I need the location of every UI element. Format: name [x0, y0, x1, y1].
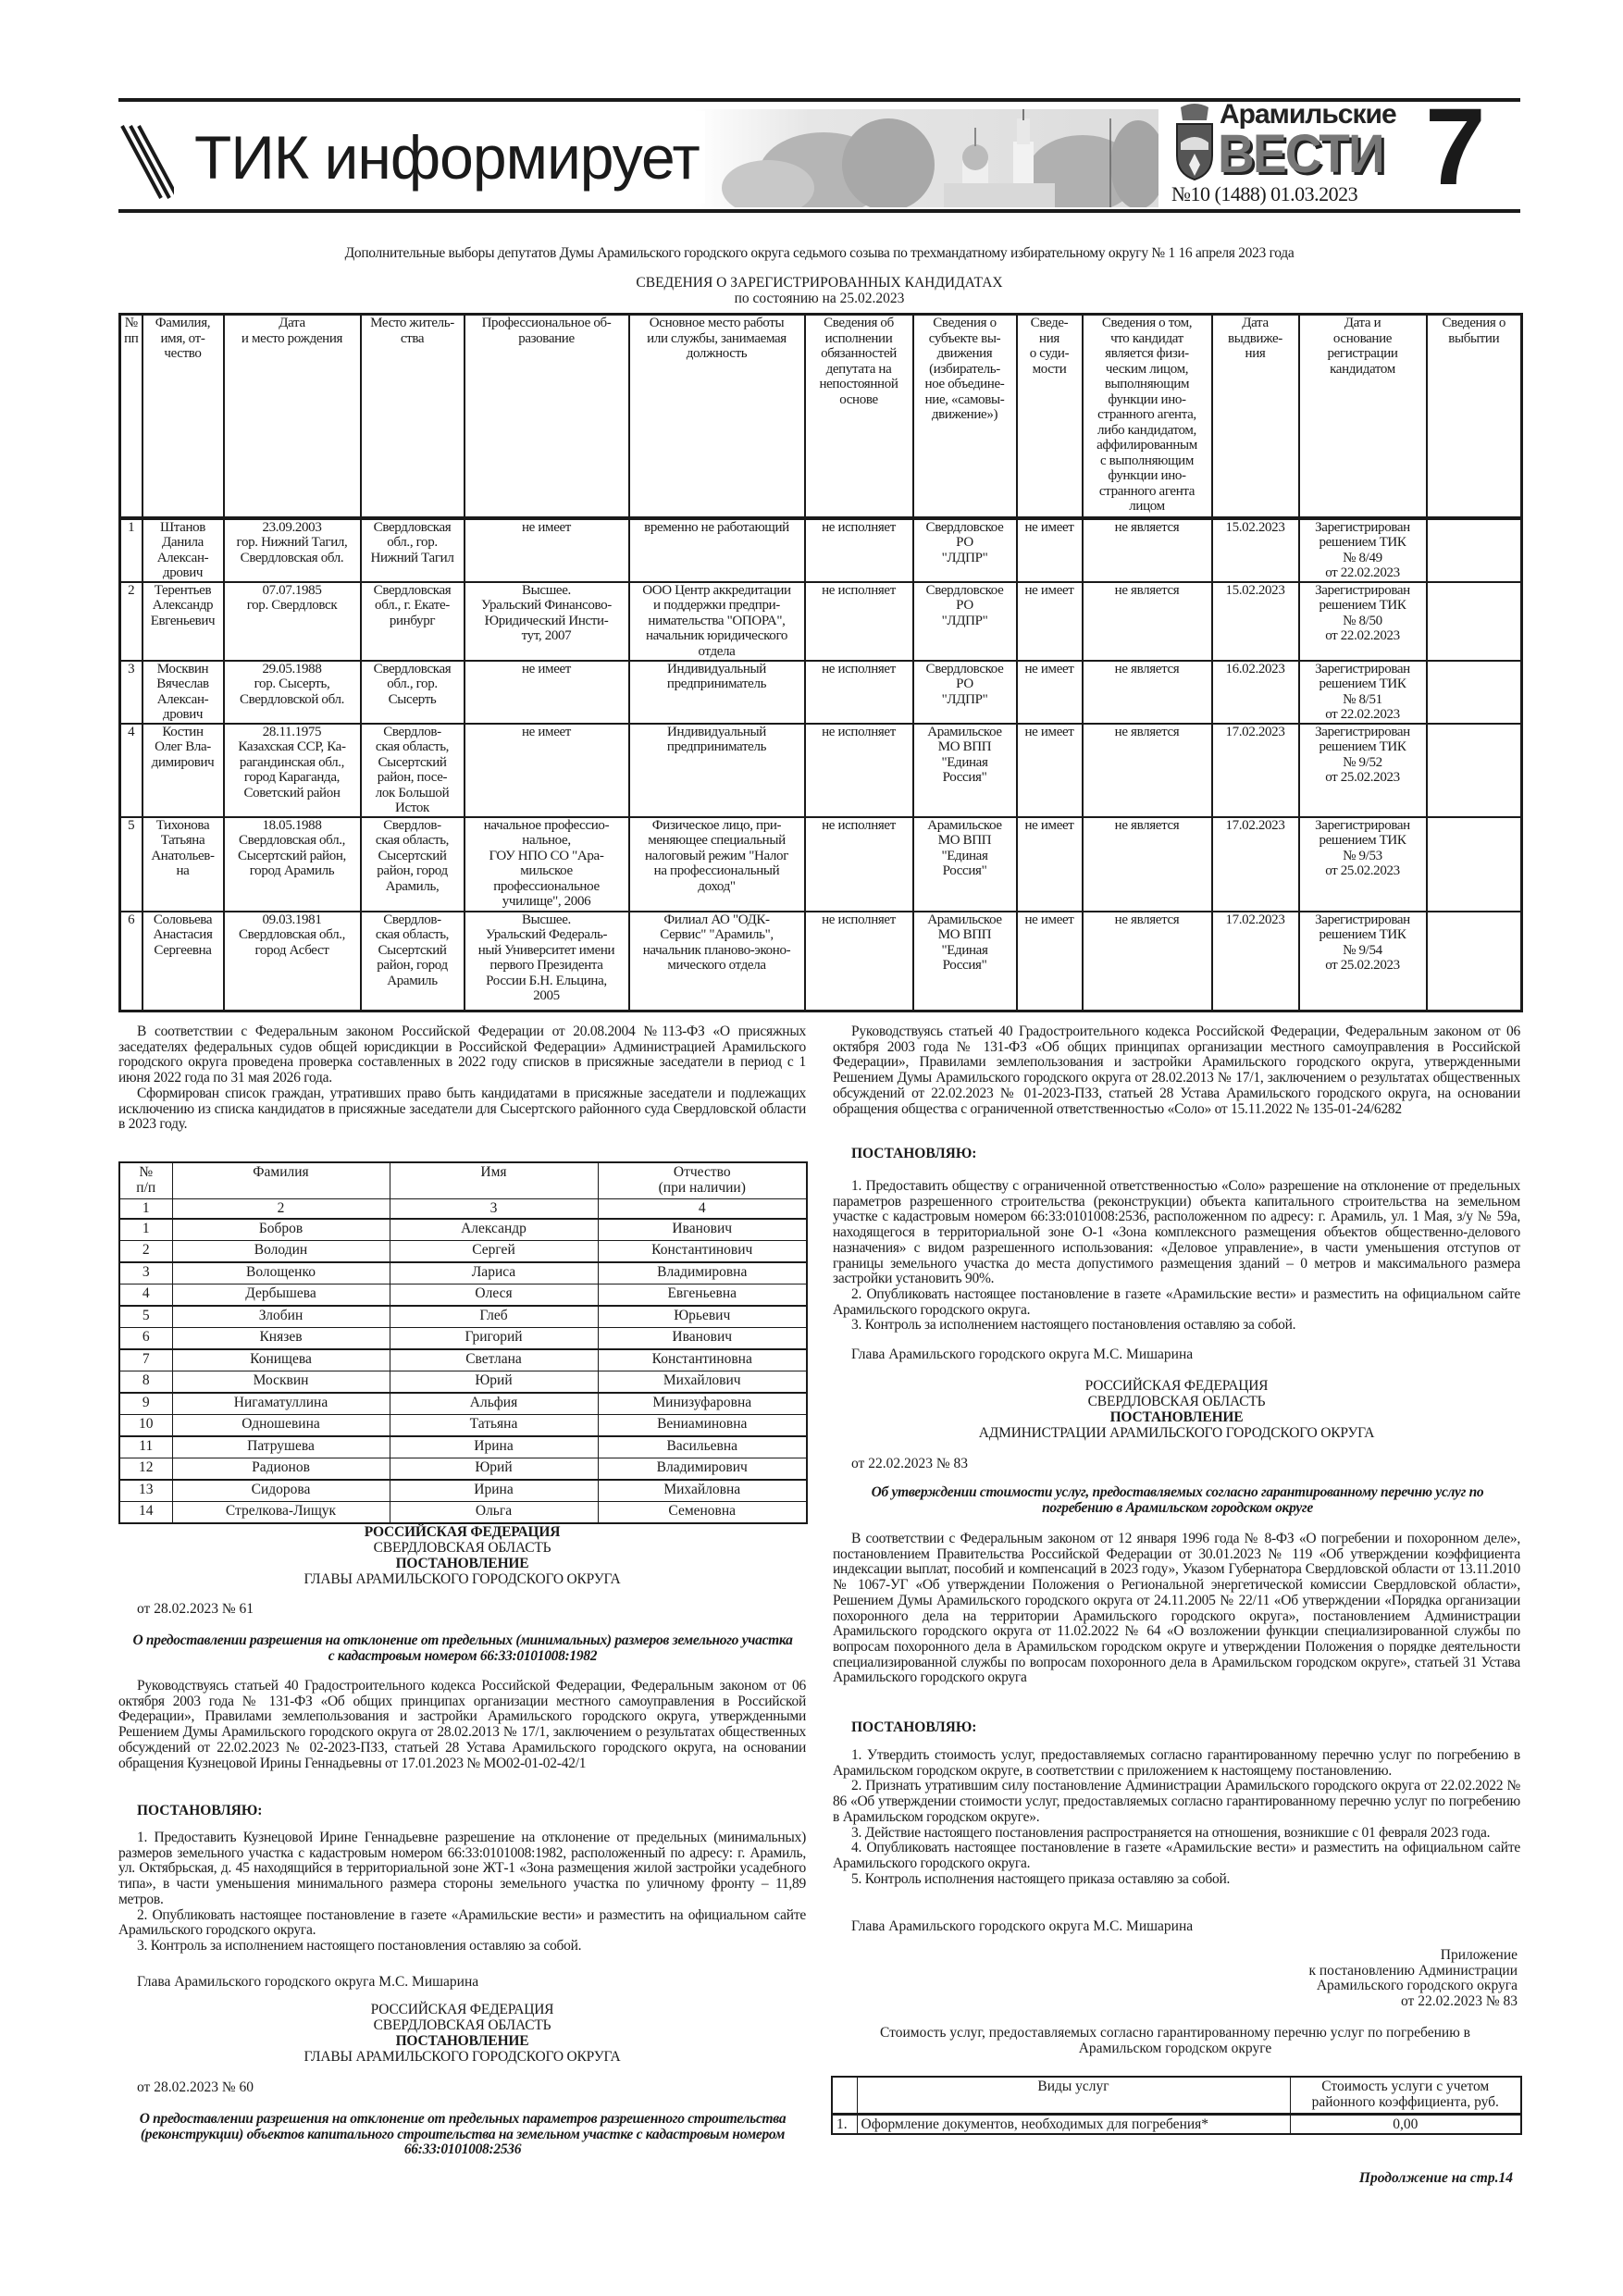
- candidate-row: [120, 724, 1522, 817]
- decree61-header: [118, 1524, 806, 1587]
- decree-item: 2. Признать утратившим силу постановление Администрации Арамильского городского округа от 22.02.2022 № 86 «Об утверждении стоимости услуг, предоставляемых согласно гарантированному перечню услуг по погребению в Арамильском городском округе».: [833, 1778, 1520, 1825]
- candidate-cell: не исполняет: [805, 518, 913, 582]
- candidate-cell: не является: [1083, 912, 1212, 1011]
- juror-row: [119, 1371, 807, 1394]
- candidate-cell: 4: [120, 724, 142, 817]
- candidate-cell: 15.02.2023: [1212, 518, 1299, 582]
- candidate-cell: 6: [120, 912, 142, 1011]
- candidate-cell: Арамильское МО ВПП "Единая Россия": [913, 724, 1017, 817]
- candidate-cell: Свердловское РО "ЛДПР": [913, 661, 1017, 724]
- decree60-date: от 28.02.2023 № 60: [137, 2079, 254, 2095]
- juror-cell: 1: [119, 1219, 172, 1241]
- juror-cell: Альфия: [390, 1393, 598, 1415]
- juror-row: [119, 1349, 807, 1371]
- juror-cell: Юрий: [390, 1458, 598, 1481]
- candidate-cell: ООО Центр аккредитации и поддержки предпри- нимательства "ОПОРА", начальник юридического отдела: [629, 582, 805, 661]
- appendix-line: от 22.02.2023 № 83: [1401, 1993, 1518, 2010]
- decree60-signature: Глава Арамильского городского округа М.С. Мишарина: [851, 1347, 1194, 1362]
- issue-number: №10 (1488) 01.03.2023: [1171, 182, 1358, 205]
- decree83-resolve: ПОСТАНОВЛЯЮ:: [851, 1719, 977, 1735]
- candidate-cell: не исполняет: [805, 724, 913, 817]
- paragraph: Сформирован список граждан, утративших право быть кандидатами в присяжные заседатели и подлежащих исключению из списка кандидатов в присяжные заседатели для Сысертского районного суда Свердловской области в 2023 году.: [118, 1085, 806, 1133]
- candidate-cell: не исполняет: [805, 661, 913, 724]
- table-row: [832, 2115, 1521, 2134]
- service-cost: 0,00: [1290, 2115, 1521, 2134]
- header-country: РОССИЙСКАЯ ФЕДЕРАЦИЯ: [370, 2002, 554, 2017]
- juror-cell: Владимирович: [598, 1458, 807, 1481]
- juror-row: [119, 1458, 807, 1481]
- candidate-cell: 3: [120, 661, 142, 724]
- juror-cell: Бобров: [172, 1219, 390, 1241]
- juror-cell: Радионов: [172, 1458, 390, 1481]
- appendix-line: Арамильского городского округа: [1316, 1978, 1518, 1994]
- candidate-cell: 17.02.2023: [1212, 724, 1299, 817]
- candidate-cell: Индивидуальный предприниматель: [629, 661, 805, 724]
- candidate-cell: начальное профессио- нальное, ГОУ НПО СО "Ара- мильское профессиональное училище", 2006: [465, 817, 629, 912]
- juror-row: [119, 1436, 807, 1458]
- candidate-cell: не является: [1083, 817, 1212, 912]
- juror-cell: 9: [119, 1393, 172, 1415]
- candidate-cell: 5: [120, 817, 142, 912]
- header-country: РОССИЙСКАЯ ФЕДЕРАЦИЯ: [364, 1524, 561, 1540]
- candidate-cell: не является: [1083, 661, 1212, 724]
- services-col-cost: Стоимость услуги с учетом районного коэффициента, руб.: [1290, 2077, 1521, 2115]
- column-header: Сведения об исполнении обязанностей депутата на непостоянной основе: [805, 315, 913, 518]
- column-number: 1: [119, 1198, 172, 1219]
- juror-cell: Михайловна: [598, 1480, 807, 1502]
- juror-cell: Володин: [172, 1241, 390, 1263]
- candidate-cell: Свердловская обл., гор. Сысерть: [361, 661, 465, 724]
- decree83-title: Об утверждении стоимости услуг, предоставляемых согласно гарантированному перечню услуг по погребению в Арамильском городском округе: [871, 1484, 1484, 1516]
- candidates-heading: [118, 275, 1520, 306]
- candidate-cell: не имеет: [465, 661, 629, 724]
- masthead-photo: [694, 109, 1158, 207]
- decree83-date: от 22.02.2023 № 83: [851, 1456, 968, 1471]
- juror-row: [119, 1219, 807, 1241]
- juror-cell: 7: [119, 1349, 172, 1371]
- decree61-items: [118, 1831, 806, 1955]
- candidate-cell: Тихонова Татьяна Анатольев- на: [142, 817, 224, 912]
- juror-cell: Васильевна: [598, 1436, 807, 1458]
- juror-row: [119, 1306, 807, 1328]
- candidate-cell: не имеет: [1017, 661, 1083, 724]
- decree60-resolve: ПОСТАНОВЛЯЮ:: [851, 1146, 977, 1161]
- candidate-cell: не имеет: [465, 724, 629, 817]
- appendix-line: к постановлению Администрации: [1308, 1962, 1518, 1979]
- candidate-cell: не является: [1083, 724, 1212, 817]
- juror-cell: Ирина: [390, 1480, 598, 1502]
- header-doc-type: ПОСТАНОВЛЕНИЕ: [395, 2033, 529, 2049]
- candidate-cell: не имеет: [1017, 518, 1083, 582]
- juror-cell: Волощенко: [172, 1262, 390, 1285]
- paragraph: Руководствуясь статьей 40 Градостроительного кодекса Российской Федерации, Федеральным законом от 06 октября 2003 года № 131-ФЗ «Об общих принципах организации местного самоуправления в Российской Федерации», Правилами землепользования и застройки Арамильского городского округа, утвержденными Решением Думы Арамильского городского округа от 28.02.2013 № 17/1, заключением о результатах общественных обсуждений от 22.02.2023 № 01-2023-ПЗЗ, статьей 28 Устава Арамильского городского округа, на основании обращения общества с ограниченной ответственностью «Соло» от 15.11.2022 № 135-01-24/6282: [833, 1024, 1520, 1117]
- juror-cell: 11: [119, 1436, 172, 1458]
- candidate-cell: 28.11.1975 Казахская ССР, Ка- рагандинская обл., город Караганда, Советский район: [224, 724, 361, 817]
- candidate-cell: временно не работающий: [629, 518, 805, 582]
- juror-cell: Одношевина: [172, 1415, 390, 1437]
- decree-item: 3. Контроль за исполнением настоящего постановления оставляю за собой.: [851, 1317, 1296, 1334]
- column-number: 2: [172, 1198, 390, 1219]
- juror-cell: Ольга: [390, 1502, 598, 1524]
- candidate-row: [120, 817, 1522, 912]
- header-issuer: АДМИНИСТРАЦИИ АРАМИЛЬСКОГО ГОРОДСКОГО ОКРУГА: [978, 1425, 1375, 1441]
- candidate-cell: 17.02.2023: [1212, 912, 1299, 1011]
- candidate-cell: не является: [1083, 518, 1212, 582]
- candidate-cell: [1427, 724, 1522, 817]
- election-subtitle: Дополнительные выборы депутатов Думы Арамильского городского округа седьмого созыва по трехмандатному избирательному округу № 1 16 апреля 2023 года: [344, 245, 1295, 261]
- candidate-cell: не исполняет: [805, 817, 913, 912]
- decree83-preamble: [833, 1532, 1520, 1686]
- juror-cell: Александр: [390, 1219, 598, 1241]
- candidate-row: [120, 582, 1522, 661]
- juror-cell: Конищева: [172, 1349, 390, 1371]
- candidate-row: [120, 912, 1522, 1011]
- candidate-cell: Зарегистрирован решением ТИК № 9/53 от 25.02.2023: [1299, 817, 1427, 912]
- candidate-cell: Свердлов- ская область, Сысертский район, город Арамиль,: [361, 817, 465, 912]
- section-title: ТИК информирует: [194, 111, 705, 204]
- appendix-reference: [833, 1948, 1518, 2010]
- candidate-cell: не исполняет: [805, 582, 913, 661]
- services-col-num: [832, 2077, 857, 2115]
- column-header: № пп: [120, 315, 142, 518]
- decree83-items: [833, 1748, 1520, 1887]
- column-header: Сведения о субъекте вы- движения (избиратель- ное объедине- ние, «самовы- движение»): [913, 315, 1017, 518]
- paragraph: В соответствии с Федеральным законом от 12 января 1996 года № 8-ФЗ «О погребении и похоронном деле», постановлением Правительства Российской Федерации от 30.01.2023 № 119 «Об утверждении коэффициента индексации выплат, пособий и компенсаций в 2023 году», Указом Губернатора Свердловской области от 13.11.2010 № 1067-УГ «Об утверждении Положения о Региональной энергетической комиссии Свердловской области», Решением Думы Арамильского городского округа от 24.11.2005 № 22/11 «Об утверждении «Порядка организации похоронного дела на территории Арамильского городского округа», постановлением Администрации Арамильского городского округа от 11.02.2022 № 64 «О возложении функции специализированной службы по вопросам похоронного дела в Арамильском городском округе и утверждении Положения о порядке деятельности специализированной службы по вопросам похоронного дела в Арамильском городском округе», статьей 31 Устава Арамильского городского округа: [833, 1531, 1520, 1686]
- juror-row: [119, 1241, 807, 1263]
- juror-cell: Иванович: [598, 1219, 807, 1241]
- decree-item: 1. Утвердить стоимость услуг, предоставляемых согласно гарантированному перечню услуг по погребению в Арамильском городском округе, в соответствии с приложением к настоящему постановлению.: [833, 1747, 1520, 1779]
- decree61-signature: Глава Арамильского городского округа М.С. Мишарина: [137, 1974, 479, 1990]
- juror-cell: Светлана: [390, 1349, 598, 1371]
- juror-cell: Патрушева: [172, 1436, 390, 1458]
- decree-item: 2. Опубликовать настоящее постановление в газете «Арамильские вести» и разместить на официальном сайте Арамильского городского округа.: [118, 1906, 806, 1939]
- decree-item: 5. Контроль исполнения настоящего приказа оставляю за собой.: [851, 1870, 1231, 1887]
- candidate-cell: Свердловская обл., г. Екате- ринбург: [361, 582, 465, 661]
- decree61-title: О предоставлении разрешения на отклонение от предельных (минимальных) размеров земельного участка с кадастровым номером 66:33:0101008:1982: [132, 1632, 793, 1664]
- newspaper-logo-line2: ВЕСТИ: [1218, 124, 1383, 184]
- juror-cell: 5: [119, 1306, 172, 1328]
- juror-row: [119, 1502, 807, 1524]
- column-header: Дата выдвиже- ния: [1212, 315, 1299, 518]
- paragraph: Руководствуясь статьей 40 Градостроительного кодекса Российской Федерации, Федеральным законом от 06 октября 2003 года № 131-ФЗ «Об общих принципах организации местного самоуправления в Российской Федерации», Правилами землепользования и застройки Арамильского городского округа, утвержденными Решением Думы Арамильского городского округа от 28.02.2013 № 17/1, заключением о результатах общественных обсуждений от 22.02.2023 № 02-2023-ПЗЗ, статьей 28 Устава Арамильского городского округа, на основании обращения Кузнецовой Ирины Геннадьевны от 17.01.2023 № МО02-01-02-42/1: [118, 1678, 806, 1771]
- decree61-preamble: [118, 1679, 806, 1771]
- candidates-as-of: по состоянию на 25.02.2023: [734, 291, 905, 306]
- decree61-date: от 28.02.2023 № 61: [137, 1601, 254, 1617]
- appendix-line: Приложение: [1440, 1947, 1518, 1963]
- jurors-intro: [118, 1024, 806, 1133]
- candidate-cell: не имеет: [1017, 582, 1083, 661]
- juror-cell: Глеб: [390, 1306, 598, 1328]
- jurors-table: [118, 1161, 808, 1524]
- decree60-title: О предоставлении разрешения на отклонение от предельных параметров разрешенного строительства (реконструкции) объектов капитального строительства на земельном участке с кадастровым номером 66:33:0101008:2536: [139, 2111, 787, 2158]
- appendix-caption: Стоимость услуг, предоставляемых согласно гарантированному перечню услуг по погребению в Арамильском городском округе: [880, 2025, 1470, 2056]
- candidate-cell: Индивидуальный предприниматель: [629, 724, 805, 817]
- juror-cell: Михайлович: [598, 1371, 807, 1394]
- juror-cell: Юрий: [390, 1371, 598, 1394]
- decree-item: 3. Контроль за исполнением настоящего постановления оставляю за собой.: [137, 1937, 582, 1954]
- candidate-cell: Костин Олег Вла- димирович: [142, 724, 224, 817]
- column-header: Имя: [390, 1162, 598, 1198]
- juror-cell: 3: [119, 1262, 172, 1285]
- juror-row: [119, 1393, 807, 1415]
- header-issuer: ГЛАВЫ АРАМИЛЬСКОГО ГОРОДСКОГО ОКРУГА: [304, 1571, 621, 1587]
- juror-cell: Москвин: [172, 1371, 390, 1394]
- decree60-items: [833, 1179, 1520, 1334]
- service-name: Оформление документов, необходимых для погребения*: [857, 2115, 1290, 2134]
- juror-cell: 12: [119, 1458, 172, 1481]
- service-num: 1.: [832, 2115, 857, 2134]
- candidate-cell: Арамильское МО ВПП "Единая Россия": [913, 912, 1017, 1011]
- candidate-cell: Свердловское РО "ЛДПР": [913, 582, 1017, 661]
- column-header: Сведения о том, что кандидат является физи- ческим лицом, выполняющим функции ино- странного агента, либо кандидатом, аффилированным с выполняющим функции ино- странного агента лицом: [1083, 315, 1212, 518]
- candidate-cell: не имеет: [465, 518, 629, 582]
- header-doc-type: ПОСТАНОВЛЕНИЕ: [395, 1556, 529, 1571]
- decree-item: 2. Опубликовать настоящее постановление в газете «Арамильские вести» и разместить на официальном сайте Арамильского городского округа.: [833, 1285, 1520, 1318]
- decree-item: 4. Опубликовать настоящее постановление в газете «Арамильские вести» и разместить на официальном сайте Арамильского городского округа.: [833, 1840, 1520, 1871]
- candidate-cell: 1: [120, 518, 142, 582]
- decree60-preamble: [833, 1024, 1520, 1117]
- candidate-cell: 18.05.1988 Свердловская обл., Сысертский район, город Арамиль: [224, 817, 361, 912]
- juror-cell: 14: [119, 1502, 172, 1524]
- candidate-cell: Штанов Данила Алексан- дрович: [142, 518, 224, 582]
- column-header: Место житель- ства: [361, 315, 465, 518]
- candidate-cell: [1427, 661, 1522, 724]
- paragraph: В соответствии с Федеральным законом Российской Федерации от 20.08.2004 №113-ФЗ «О присяжных заседателях федеральных судов общей юрисдикции в Российской Федерации» Администрацией Арамильского городского округа проведена проверка составленных в 2022 году списков в присяжные заседатели в период с 1 июня 2022 года по 31 мая 2026 года.: [118, 1024, 806, 1086]
- continuation-note: Продолжение на стр.14: [1358, 2170, 1513, 2186]
- candidate-cell: [1427, 582, 1522, 661]
- decree83-signature: Глава Арамильского городского округа М.С. Мишарина: [851, 1918, 1194, 1934]
- column-header: Фамилия, имя, от- чество: [142, 315, 224, 518]
- juror-cell: Константиновна: [598, 1349, 807, 1371]
- candidates-table: [118, 313, 1523, 1012]
- candidate-cell: Зарегистрирован решением ТИК № 9/52 от 25.02.2023: [1299, 724, 1427, 817]
- column-header: Дата и основание регистрации кандидатом: [1299, 315, 1427, 518]
- page-number: 7: [1425, 86, 1486, 208]
- juror-cell: Минизуфаровна: [598, 1393, 807, 1415]
- newspaper-logo-line1: Арамильские: [1220, 99, 1396, 130]
- column-header: Профессиональное об- разование: [465, 315, 629, 518]
- column-header: Отчество (при наличии): [598, 1162, 807, 1198]
- header-region: СВЕРДЛОВСКАЯ ОБЛАСТЬ: [373, 2017, 551, 2033]
- candidate-cell: 09.03.1981 Свердловская обл., город Асбест: [224, 912, 361, 1011]
- candidate-cell: 16.02.2023: [1212, 661, 1299, 724]
- column-header: Фамилия: [172, 1162, 390, 1198]
- juror-row: [119, 1480, 807, 1502]
- candidate-cell: [1427, 912, 1522, 1011]
- juror-cell: Дербышева: [172, 1285, 390, 1307]
- juror-cell: Иванович: [598, 1328, 807, 1350]
- column-header: Основное место работы или службы, занимаемая должность: [629, 315, 805, 518]
- decree60-header: [118, 2002, 806, 2065]
- juror-cell: Владимировна: [598, 1262, 807, 1285]
- juror-cell: Злобин: [172, 1306, 390, 1328]
- column-header: Сведения о выбытии: [1427, 315, 1522, 518]
- juror-cell: Лариса: [390, 1262, 598, 1285]
- candidate-cell: Свердловское РО "ЛДПР": [913, 518, 1017, 582]
- candidate-cell: Физическое лицо, при- меняющее специальный налоговый режим "Налог на профессиональный доход": [629, 817, 805, 912]
- masthead-bottom-rule: [118, 209, 1520, 213]
- decree-item: 1. Предоставить Кузнецовой Ирине Геннадьевне разрешение на отклонение от предельных (минимальных) размеров земельного участка с кадастровым номером 66:33:0101008:1982, расположенный по адресу: г. Арамиль, ул. Октябрьская, д. 45 находящийся в территориальной зоне ЖТ-1 «Зона размещения жилой застройки усадебного типа», в части уменьшения минимального размера стороны земельного участка по уличному фронту – 11,89 метров.: [118, 1830, 806, 1907]
- candidate-cell: 17.02.2023: [1212, 817, 1299, 912]
- candidate-cell: Зарегистрирован решением ТИК № 9/54 от 25.02.2023: [1299, 912, 1427, 1011]
- column-header: Сведе- ния о суди- мости: [1017, 315, 1083, 518]
- candidate-cell: 29.05.1988 гор. Сысерть, Свердловской обл.: [224, 661, 361, 724]
- juror-cell: Семеновна: [598, 1502, 807, 1524]
- candidate-cell: Зарегистрирован решением ТИК № 8/50 от 22.02.2023: [1299, 582, 1427, 661]
- header-doc-type: ПОСТАНОВЛЕНИЕ: [1109, 1409, 1244, 1425]
- header-country: РОССИЙСКАЯ ФЕДЕРАЦИЯ: [1084, 1378, 1269, 1394]
- juror-cell: Князев: [172, 1328, 390, 1350]
- juror-cell: Григорий: [390, 1328, 598, 1350]
- juror-cell: Татьяна: [390, 1415, 598, 1437]
- candidate-cell: Свердловская обл., гор. Нижний Тагил: [361, 518, 465, 582]
- candidate-cell: Терентьев Александр Евгеньевич: [142, 582, 224, 661]
- candidate-cell: Москвин Вячеслав Алексан- дрович: [142, 661, 224, 724]
- juror-cell: Ирина: [390, 1436, 598, 1458]
- juror-cell: 6: [119, 1328, 172, 1350]
- candidate-cell: 23.09.2003 гор. Нижний Тагил, Свердловская обл.: [224, 518, 361, 582]
- juror-cell: Стрелкова-Лищук: [172, 1502, 390, 1524]
- juror-cell: Сидорова: [172, 1480, 390, 1502]
- candidate-cell: 07.07.1985 гор. Свердловск: [224, 582, 361, 661]
- juror-cell: 2: [119, 1241, 172, 1263]
- juror-cell: 8: [119, 1371, 172, 1394]
- juror-cell: Константинович: [598, 1241, 807, 1263]
- candidate-cell: [1427, 518, 1522, 582]
- juror-cell: Вениаминовна: [598, 1415, 807, 1437]
- candidate-cell: не является: [1083, 582, 1212, 661]
- candidate-cell: не исполняет: [805, 912, 913, 1011]
- juror-cell: Сергей: [390, 1241, 598, 1263]
- juror-row: [119, 1262, 807, 1285]
- juror-cell: Евгеньевна: [598, 1285, 807, 1307]
- decree83-header: [833, 1378, 1520, 1441]
- juror-row: [119, 1285, 807, 1307]
- juror-cell: 10: [119, 1415, 172, 1437]
- column-header: № п/п: [119, 1162, 172, 1198]
- candidate-cell: Зарегистрирован решением ТИК № 8/51 от 22.02.2023: [1299, 661, 1427, 724]
- column-number: 4: [598, 1198, 807, 1219]
- juror-row: [119, 1328, 807, 1350]
- candidate-cell: Соловьева Анастасия Сергеевна: [142, 912, 224, 1011]
- candidate-row: [120, 518, 1522, 582]
- candidate-cell: не имеет: [1017, 724, 1083, 817]
- candidate-row: [120, 661, 1522, 724]
- juror-cell: Олеся: [390, 1285, 598, 1307]
- header-region: СВЕРДЛОВСКАЯ ОБЛАСТЬ: [1087, 1394, 1266, 1409]
- candidate-cell: не имеет: [1017, 817, 1083, 912]
- juror-cell: Юрьевич: [598, 1306, 807, 1328]
- candidate-cell: Свердлов- ская область, Сысертский район, посе- лок Большой Исток: [361, 724, 465, 817]
- services-col-type: Виды услуг: [857, 2077, 1290, 2115]
- decree-item: 1. Предоставить обществу с ограниченной ответственностью «Соло» разрешение на отклонение от предельных параметров разрешенного строительства (реконструкции) объекта капитального строительства на земельном участке с кадастровым номером 66:33:0101008:2536, расположенном по адресу: г. Арамиль, ул. 1 Мая, з/у № 59а, находящегося в территориальной зоне О-1 «Зона комплексного размещения объектов общественно-делового назначения» с видом разрешенного использования: «Деловое управление», в части уменьшения отступов от границы земельного участка до места допустимого размещения зданий – 0 метров и максимального размера застройки установить 90%.: [833, 1178, 1520, 1287]
- candidate-cell: [1427, 817, 1522, 912]
- juror-row: [119, 1415, 807, 1437]
- column-number: 3: [390, 1198, 598, 1219]
- candidate-cell: 15.02.2023: [1212, 582, 1299, 661]
- candidates-title: СВЕДЕНИЯ О ЗАРЕГИСТРИРОВАННЫХ КАНДИДАТАХ: [636, 275, 1003, 291]
- candidate-cell: Высшее. Уральский Финансово- Юридический Инсти- тут, 2007: [465, 582, 629, 661]
- juror-cell: 4: [119, 1285, 172, 1307]
- juror-cell: 13: [119, 1480, 172, 1502]
- candidate-cell: Свердлов- ская область, Сысертский район, город Арамиль: [361, 912, 465, 1011]
- column-header: Дата и место рождения: [224, 315, 361, 518]
- candidate-cell: Арамильское МО ВПП "Единая Россия": [913, 817, 1017, 912]
- candidate-cell: Зарегистрирован решением ТИК № 8/49 от 22.02.2023: [1299, 518, 1427, 582]
- decree-item: 3. Действие настоящего постановления распространяется на отношения, возникшие с 01 февраля 2023 года.: [851, 1824, 1491, 1841]
- candidate-cell: не имеет: [1017, 912, 1083, 1011]
- services-table: [831, 2076, 1522, 2135]
- candidate-cell: Филиал АО "ОДК- Сервис" "Арамиль", начальник планово-эконо- мического отдела: [629, 912, 805, 1011]
- juror-cell: Нигаматуллина: [172, 1393, 390, 1415]
- decree61-resolve: ПОСТАНОВЛЯЮ:: [137, 1803, 263, 1818]
- section-slashes-icon: [118, 120, 174, 204]
- header-region: СВЕРДЛОВСКАЯ ОБЛАСТЬ: [373, 1540, 551, 1556]
- candidate-cell: Высшее. Уральский Федераль- ный Университет имени первого Президента России Б.Н. Ельцина, 2005: [465, 912, 629, 1011]
- candidate-cell: 2: [120, 582, 142, 661]
- coat-of-arms-icon: [1173, 104, 1216, 181]
- header-issuer: ГЛАВЫ АРАМИЛЬСКОГО ГОРОДСКОГО ОКРУГА: [304, 2049, 621, 2065]
